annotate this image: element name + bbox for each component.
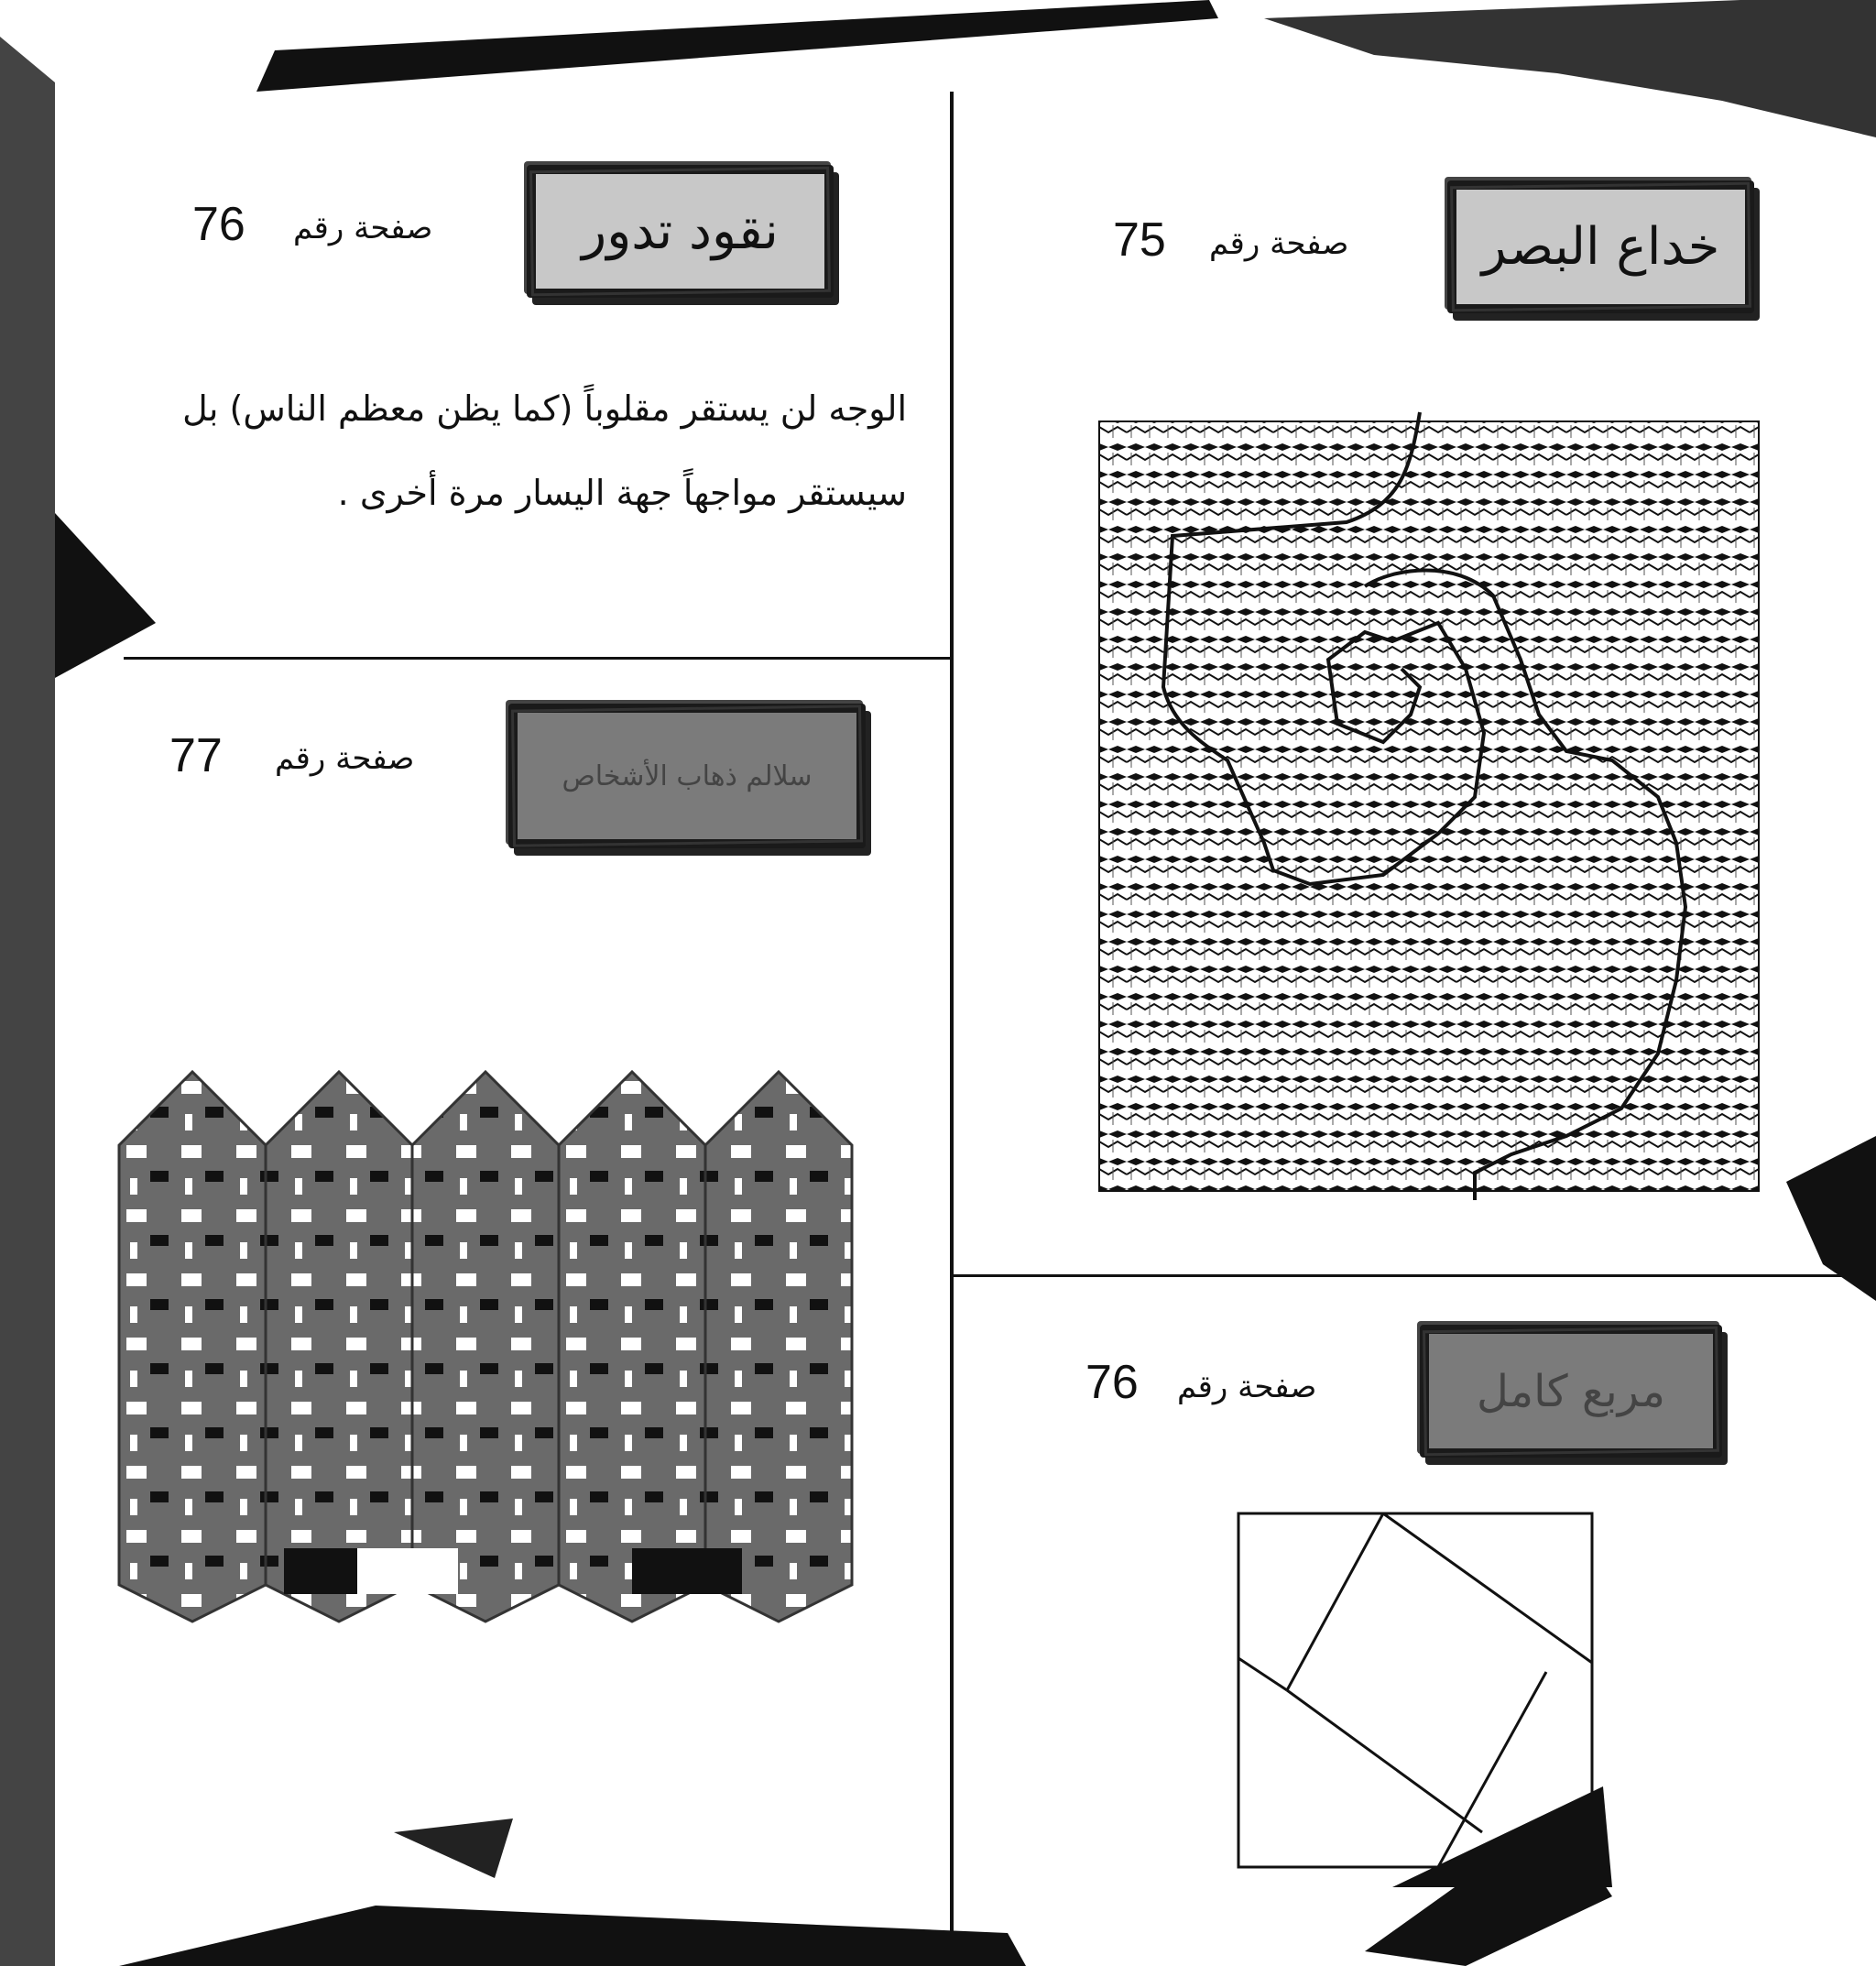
illusion-page-number: 75 (1113, 213, 1166, 267)
stairs-title: سلالم ذهاب الأشخاص (562, 759, 813, 792)
illusion-page-label: صفحة رقم (1209, 225, 1349, 262)
coins-answer-text: الوجه لن يستقر مقلوباً (كما يظن معظم الناس) بل سيستقر مواجهاً جهة اليسار مرة أخرى . (182, 388, 907, 513)
left-panel-divider (124, 657, 951, 660)
perfect-square-title-plaque (1420, 1325, 1722, 1458)
coins-title: نقود تدور (582, 202, 779, 261)
perfect-square-page-number: 76 (1085, 1356, 1139, 1409)
illusion-title-plaque (1447, 180, 1754, 313)
perfect-square-title: مربع كامل (1477, 1365, 1665, 1417)
stairs-page-number: 77 (169, 729, 223, 782)
right-panel-divider (953, 1274, 1876, 1277)
stairs-title-plaque (508, 704, 866, 848)
perfect-square-figure (1237, 1512, 1603, 1896)
illusion-maze-figure (1090, 412, 1768, 1200)
illusion-title: خداع البصر (1481, 217, 1720, 277)
coins-page-number: 76 (192, 198, 245, 251)
perfect-square-page-label: صفحة رقم (1177, 1369, 1317, 1405)
coins-title-plaque (527, 165, 834, 298)
stairs-page-label: صفحة رقم (275, 740, 415, 777)
coins-page-label: صفحة رقم (293, 210, 433, 246)
stairs-illusion-figure (119, 1072, 861, 1622)
vertical-divider (950, 92, 954, 1966)
